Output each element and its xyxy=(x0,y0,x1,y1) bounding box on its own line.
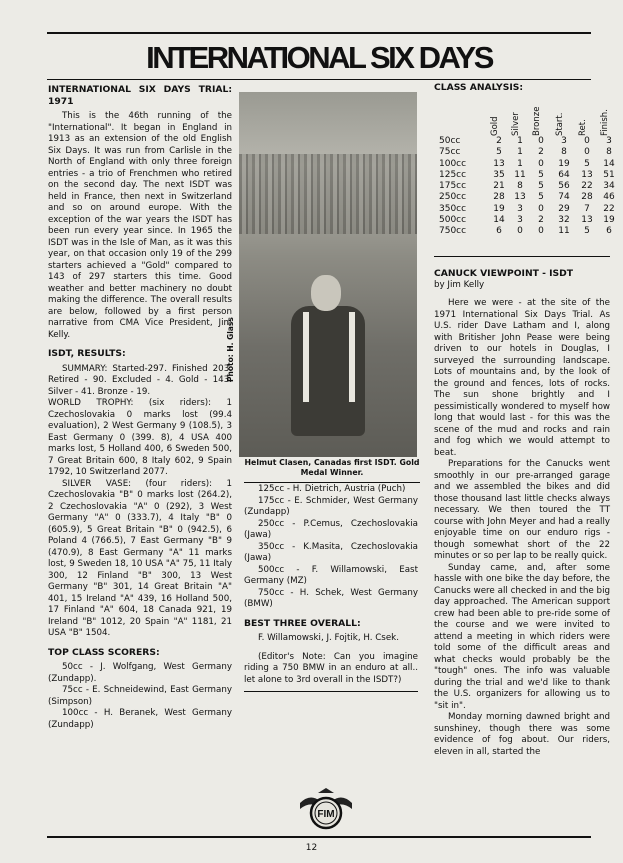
top-rule xyxy=(47,32,591,34)
class-analysis-cell: 3 xyxy=(561,136,567,146)
class-analysis-cell: 34 xyxy=(603,181,615,192)
class-analysis-class-label: 100cc xyxy=(439,158,467,169)
class-analysis-class-label: 350cc xyxy=(439,203,467,214)
photo-caption: Helmut Clasen, Canadas first ISDT. Gold Medal Winner. xyxy=(244,458,420,477)
class-analysis-class-label: 75cc xyxy=(439,147,461,158)
canuck-viewpoint-article xyxy=(434,268,610,758)
class-analysis-class-label: 250cc xyxy=(439,192,467,203)
class-analysis-cell: 13 xyxy=(514,192,526,203)
class-analysis-column-header: Ret. xyxy=(578,119,588,136)
class-analysis-row xyxy=(439,215,615,226)
class-analysis-cell: 0 xyxy=(538,226,544,237)
rider-photo xyxy=(239,92,417,457)
class-analysis-cell: 1 xyxy=(517,136,523,146)
class-analysis-cell: 6 xyxy=(606,226,612,237)
class-analysis-cell: 8 xyxy=(561,147,567,158)
trial-body: This is the 46th running of the "International". It began in England in 1913 as an extension of the old English Six Days. It was run from Carlisle in the North of England with only three foreign entries - a trio of Frenchmen who retired on the second day. The next ISDT was held in France, then next in Switzerland and so on around europe. With the exception of the war years the ISDT has been run every year since. In 1965 the ISDT was in the Isle of Man, as it was this year, on that occasion only 19 of the 299 starters achieved a "Gold" compared to 143 of 297 starters this time. Good weather and better machinery no doubt making the difference. The overall results are below, followed by a first person narrative from CMA Vice President, Jim Kelly. xyxy=(48,111,232,340)
class-analysis-cell: 0 xyxy=(538,203,544,214)
class-analysis-cell: 28 xyxy=(493,192,505,203)
canuck-heading: CANUCK VIEWPOINT - ISDT xyxy=(434,268,574,279)
headline-rule xyxy=(47,79,591,80)
class-analysis-cell: 11 xyxy=(558,226,570,237)
class-analysis-column-header: Gold xyxy=(490,116,500,136)
best-three-heading: BEST THREE OVERALL: xyxy=(244,617,361,629)
photo-credit: Photo: H. Glass xyxy=(226,317,235,382)
class-analysis-cell: 3 xyxy=(606,136,612,146)
class-analysis-row xyxy=(439,169,615,181)
class-analysis-cell: 3 xyxy=(517,203,523,214)
class-analysis-title: CLASS ANALYSIS: xyxy=(434,82,524,93)
class-analysis-table xyxy=(439,92,615,238)
class-analysis-cell: 46 xyxy=(603,192,615,203)
top-scorer-75cc: 75cc - E. Schneidewind, East Germany (Simpson) xyxy=(48,685,232,707)
class-analysis-cell: 28 xyxy=(581,192,593,203)
results-heading: ISDT, RESULTS: xyxy=(48,348,126,359)
class-analysis-row xyxy=(439,181,615,192)
class-analysis-cell: 5 xyxy=(538,192,544,203)
editor-note-rule xyxy=(244,691,418,692)
class-analysis-cell: 0 xyxy=(538,136,544,146)
class-analysis-row xyxy=(439,158,615,170)
class-analysis-cell: 22 xyxy=(603,203,615,214)
class-analysis-cell: 3 xyxy=(517,215,523,226)
class-analysis-row xyxy=(439,226,611,237)
silver-vase-results: SILVER VASE: (four riders): 1 Czechoslovakia "B" 0 marks lost (264.2), 2 Czechoslovakia "A" 0 (292), 3 West Germany "A" 0 (333.7), 4 Italy "B" 0 (605.9), 5 Great Britain "B" 0 (942.5), 6 Poland 4 (766.5), 7 East Germany "B" 9 (470.9), 8 East Germany "A" 11 marks lost, 9 Sweden 18, 10 USA "A" 75, 11 Italy 300, 12 Finland "B" 300, 13 West Germany "B" 301, 14 Great Britain "A" 401, 15 Ireland "A" 439, 16 Holland 500, 17 Finland "A" 604, 18 Canada 921, 19 Ireland "B" 1012, 20 Spain "A" 1181, 21 USA "B" 1504. xyxy=(48,478,232,638)
article-paragraph-4: Monday morning dawned bright and sunshiney, though there was some evidence of fog about. Our riders, eleven in all, started the xyxy=(434,712,610,757)
class-analysis-cell: 51 xyxy=(603,169,615,180)
class-analysis-cell: 13 xyxy=(581,169,593,180)
class-analysis-cell: 0 xyxy=(584,147,590,158)
class-analysis-cell: 35 xyxy=(493,169,505,180)
editor-note: (Editor's Note: Can you imagine riding a 750 BMW in an enduro at all.. let alone to 3rd overall in the ISDT?) xyxy=(244,651,418,685)
class-analysis-cell: 2 xyxy=(538,147,544,158)
class-analysis-column-header: Finish. xyxy=(600,109,610,136)
class-analysis-cell: 29 xyxy=(558,203,570,214)
class-analysis-class-label: 125cc xyxy=(439,169,467,180)
article-paragraph-1: Here we were - at the site of the 1971 International Six Days Trial. As U.S. rider Dave Latham and I, along with Britisher John Pease were being driven to our hotels in Douglas, I surveyed the surrounding landscape. Lots of mountains and, by the look of the ground and fences, lots of rocks. The sun shone brightly and I pessimistically wondered to myself how long that would last - for this was the scene of the mud and rocks and rain and fog which we would attempt to beat. xyxy=(434,298,610,458)
top-scorer-175cc: 175cc - E. Schmider, West Germany (Zundapp) xyxy=(244,495,418,517)
class-analysis-cell: 7 xyxy=(584,203,590,214)
class-analysis-header xyxy=(439,92,611,136)
class-analysis-cell: 19 xyxy=(493,203,505,214)
class-analysis-cell: 0 xyxy=(538,158,544,169)
class-analysis-class-label: 175cc xyxy=(439,181,467,192)
class-analysis-cell: 11 xyxy=(514,169,526,180)
top-scorer-500cc: 500cc - F. Willamowski, East Germany (MZ) xyxy=(244,564,418,586)
class-analysis-cell: 19 xyxy=(558,158,570,169)
class-analysis-cell: 14 xyxy=(493,215,505,226)
column-left xyxy=(48,84,232,731)
class-analysis-cell: 6 xyxy=(496,226,502,237)
top-scorer-50cc: 50cc - J. Wolfgang, West Germany (Zundapp). xyxy=(48,662,232,684)
class-analysis-class-label: 750cc xyxy=(439,226,467,237)
class-analysis-row xyxy=(439,192,615,203)
class-analysis-cell: 13 xyxy=(493,158,505,169)
class-analysis-cell: 19 xyxy=(603,215,615,226)
class-analysis-cell: 14 xyxy=(603,158,615,169)
top-scorer-250cc: 250cc - P.Cemus, Czechoslovakia (Jawa) xyxy=(244,518,418,540)
class-analysis-cell: 21 xyxy=(493,181,505,192)
class-analysis-body xyxy=(439,136,615,238)
class-analysis-cell: 5 xyxy=(584,158,590,169)
photo-suit-stripe xyxy=(303,312,309,402)
top-scorer-350cc: 350cc - K.Masita, Czechoslovakia (Jawa) xyxy=(244,541,418,563)
top-scorers-heading: TOP CLASS SCORERS: xyxy=(48,646,160,658)
class-analysis-class-label: 50cc xyxy=(439,136,461,146)
class-analysis-cell: 13 xyxy=(581,215,593,226)
class-analysis-cell: 0 xyxy=(584,136,590,146)
class-analysis-rule xyxy=(434,256,610,257)
fim-emblem-icon xyxy=(296,787,356,833)
article-paragraph-2: Preparations for the Canucks went smoothly in our pre-arranged garage and we assembled the bikes and did those thousand last little checks always necessary. We then toured the TT course with John Meyer and had a really enjoyable time on our enduro rigs - though somewhat short of the 22 minutes or so per lap to be really quick. xyxy=(434,459,610,561)
class-analysis-row xyxy=(439,136,611,147)
class-analysis-cell: 2 xyxy=(538,215,544,226)
class-analysis-class-label: 500cc xyxy=(439,215,467,226)
class-analysis-column-header: Start. xyxy=(555,112,565,136)
class-analysis-cell: 2 xyxy=(496,136,502,146)
class-analysis-cell: 8 xyxy=(517,181,523,192)
class-analysis-column-header: Bronze xyxy=(532,106,542,136)
class-analysis-row xyxy=(439,203,615,215)
results-summary: SUMMARY: Started-297. Finished 203. Retired - 90. Excluded - 4. Gold - 143. Silver - 41. Bronze - 19. xyxy=(48,363,232,397)
class-analysis-cell: 1 xyxy=(517,158,523,169)
world-trophy-results: WORLD TROPHY: (six riders): 1 Czechoslovakia 0 marks lost (99.4 evaluation), 2 West Germany 9 (108.5), 3 East Germany 0 (399. 8), 4 USA 400 marks lost, 5 Holland 400, 6 Sweden 500, 7 Great Britain 600, 8 Italy 602, 9 Spain 1792, 10 Switzerland 2077. xyxy=(48,398,232,477)
svg-text:FIM: FIM xyxy=(317,809,335,820)
class-analysis-row xyxy=(439,147,611,158)
best-three-body: F. Willamowski, J. Fojtik, H. Csek. xyxy=(258,633,399,643)
top-scorer-100cc: 100cc - H. Beranek, West Germany (Zundapp) xyxy=(48,708,232,730)
top-scorer-750cc: 750cc - H. Schek, West Germany (BMW) xyxy=(244,587,418,609)
top-scorer-125cc: 125cc - H. Dietrich, Austria (Puch) xyxy=(258,484,406,494)
page-number: 12 xyxy=(305,843,318,853)
class-analysis-cell: 56 xyxy=(558,181,570,192)
class-analysis-cell: 8 xyxy=(606,147,612,158)
class-analysis-cell: 32 xyxy=(558,215,570,226)
article-byline: by Jim Kelly xyxy=(434,279,485,290)
class-analysis-cell: 0 xyxy=(517,226,523,237)
class-analysis-cell: 22 xyxy=(581,181,593,192)
column-middle xyxy=(244,470,418,692)
trial-heading: INTERNATIONAL SIX DAYS TRIAL: 1971 xyxy=(48,84,232,107)
class-analysis-cell: 74 xyxy=(558,192,570,203)
class-analysis-cell: 5 xyxy=(538,169,544,180)
photo-crowd xyxy=(239,154,417,234)
class-analysis-cell: 64 xyxy=(558,169,570,180)
page-headline: INTERNATIONAL SIX DAYS xyxy=(146,40,492,75)
bottom-rule xyxy=(47,836,591,838)
class-analysis-cell: 1 xyxy=(517,147,523,158)
article-paragraph-3: Sunday came, and, after some hassle with one bike the day before, the Canucks were all checked in and the big day approached. The American support crew had been able to pre-ride some of the course and we were invited to attend a meeting in which riders were told some of the difficult areas and what checks would probably be the "tough" ones. The info was valuable during the trial and we'd like to thank the U.S. organizers for allowing us to "sit in". xyxy=(434,562,610,711)
photo-rider-head xyxy=(311,275,341,311)
class-analysis-cell: 5 xyxy=(584,226,590,237)
photo-suit-stripe xyxy=(349,312,355,402)
class-analysis-cell: 5 xyxy=(496,147,502,158)
class-analysis-column-header: Silver xyxy=(511,112,521,136)
class-analysis-cell: 5 xyxy=(538,181,544,192)
